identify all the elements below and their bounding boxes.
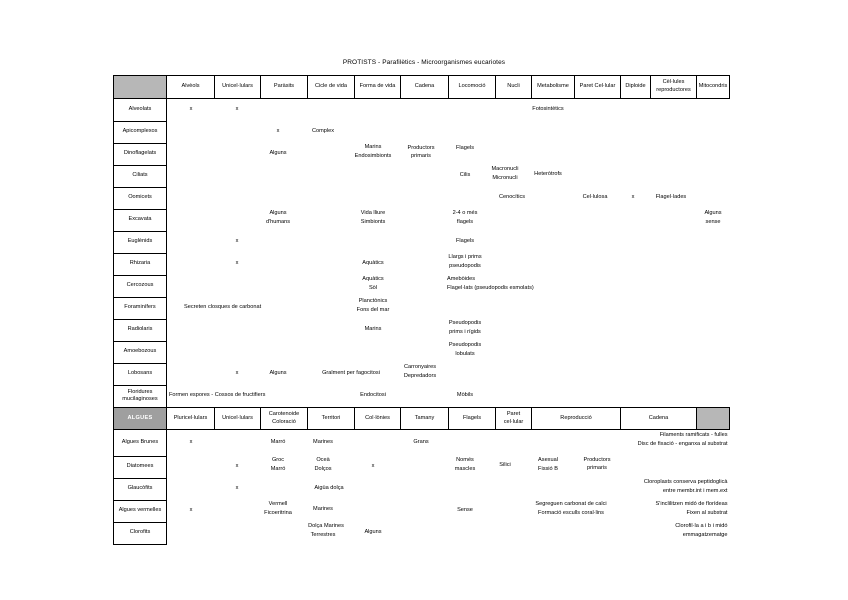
- table-row: [114, 363, 730, 385]
- cell-value: Filaments ramificats - fulles: [659, 432, 728, 438]
- col-header: Nucli: [496, 76, 532, 99]
- cell-value: Disc de fixació - enganxa al substrat: [637, 441, 728, 447]
- cell-value: Planctònics: [358, 298, 388, 304]
- table-row: [114, 99, 730, 122]
- col-header: Territori: [308, 408, 355, 430]
- cell-value: Marins: [364, 144, 382, 150]
- col-header: Pluricel·lulars: [167, 408, 215, 430]
- cell-value: x: [235, 370, 239, 376]
- table-row: [114, 231, 730, 253]
- col-header: Flagels: [449, 408, 496, 430]
- cell-value: Sòl: [368, 285, 378, 291]
- cell-value: Productors primaris: [583, 457, 611, 471]
- cell-value: 2-4 o més: [452, 210, 478, 216]
- cell-value: Fixen al substrat: [686, 510, 728, 516]
- table-row: [114, 253, 730, 275]
- cell-value: Cel·lulosa: [582, 194, 608, 200]
- cell-value: x: [235, 238, 239, 244]
- cell-value: Llargs i prims: [448, 254, 482, 260]
- cell-value: Carronyaires: [403, 364, 437, 370]
- cell-value: mascles: [454, 466, 476, 472]
- corner-cell: [114, 76, 167, 99]
- cell-value: x: [235, 260, 239, 266]
- col-header: Unicel·lulars: [215, 408, 261, 430]
- table-row: [114, 522, 730, 544]
- col-header: Mitocondris: [697, 76, 730, 99]
- cell-value: entre membr.int i mem.ext: [662, 488, 728, 494]
- cell-value: emmagatzematge: [682, 532, 728, 538]
- col-header: Forma de vida: [355, 76, 401, 99]
- col-header: Tamany: [401, 408, 449, 430]
- cell-value: Marins: [364, 326, 382, 332]
- table-row: [114, 341, 730, 363]
- cell-value: x: [189, 106, 193, 112]
- cell-value: x: [631, 194, 635, 200]
- row-label: Algues Brunes: [114, 430, 167, 457]
- cell-value: Flagels: [455, 238, 475, 244]
- cell-value: Heteròtrofs: [534, 171, 562, 177]
- row-label: Oomicets: [114, 187, 167, 209]
- cell-value: Només: [456, 457, 474, 463]
- row-label: Amoebozous: [114, 341, 167, 363]
- cell-value: Aquàtics: [362, 260, 384, 266]
- cell-value: S'inclilitzen midó de florídeas: [655, 501, 728, 507]
- cell-value: Fons del mar: [356, 307, 390, 313]
- cell-value: lobulats: [455, 351, 475, 357]
- cell-value: Mòbils: [456, 392, 474, 398]
- cell-value: Formació esculls coral·lins: [538, 510, 604, 516]
- cell-value: flagels: [456, 219, 474, 225]
- col-header: Cadena: [401, 76, 449, 99]
- cell-value: Fotosintètics: [532, 106, 564, 112]
- col-header: Reproducció: [532, 408, 621, 430]
- row-label: Dinoflagelats: [114, 143, 167, 165]
- table-row: [114, 385, 730, 408]
- cell-value: Secreten closques de carbonat: [184, 304, 262, 310]
- cell-value: prims i rígids: [449, 329, 481, 335]
- cell-value: Groc: [271, 457, 285, 463]
- cell-value: Dolça Marines: [308, 523, 344, 529]
- protists-table: [113, 75, 730, 545]
- cell-value: x: [371, 463, 375, 469]
- table-row: [114, 143, 730, 165]
- cell-value: Endosimbionts: [354, 153, 392, 159]
- table-row: [114, 275, 730, 297]
- cell-value: Cilis: [459, 172, 471, 178]
- row-label: Euglènids: [114, 231, 167, 253]
- col-header: Col·lònies: [355, 408, 401, 430]
- cell-value: Silici: [499, 462, 511, 468]
- col-header: Metabolisme: [532, 76, 575, 99]
- row-label: Ciliats: [114, 165, 167, 187]
- cell-value: x: [235, 106, 239, 112]
- cell-value: d'humans: [265, 219, 291, 225]
- row-label: Floridures mucilaginoses: [114, 385, 167, 408]
- cell-value: Productors primaris: [407, 145, 435, 159]
- cell-value: Flagel·lats (pseudopodis esmolats): [447, 285, 534, 291]
- table-row: [114, 297, 730, 319]
- algues-label: ALGUES: [114, 408, 167, 430]
- cell-value: Pseudopodis: [448, 342, 482, 348]
- table-row: [114, 500, 730, 522]
- cell-value: Complex: [311, 128, 335, 134]
- cell-value: Sense: [457, 507, 473, 513]
- cell-value: x: [235, 463, 239, 469]
- cell-value: sense: [705, 219, 721, 225]
- cell-value: Alguns: [269, 210, 287, 216]
- col-header: Diploide: [621, 76, 651, 99]
- cell-value: Asexual: [538, 457, 558, 463]
- cell-value: Depredadors: [403, 373, 437, 379]
- cell-value: Endocitosi: [360, 392, 386, 398]
- table-row: [114, 456, 730, 478]
- cell-value: Macronucli: [491, 166, 519, 172]
- col-header: Paret cel·lular: [496, 408, 532, 430]
- col-header: Cadena: [621, 408, 697, 430]
- cell-value: x: [276, 128, 280, 134]
- row-label: Rhizaria: [114, 253, 167, 275]
- table-row: [114, 209, 730, 231]
- col-header: Carotenoide Coloració: [261, 408, 308, 430]
- cell-value: Cenocítics: [498, 194, 526, 200]
- cell-value: Flagel·lades: [655, 194, 687, 200]
- row-label: Algues vermelles: [114, 500, 167, 522]
- cell-value: Vermell: [268, 501, 288, 507]
- cell-value: Aquàtics: [362, 276, 384, 282]
- cell-value: Segreguen carbonat de calci: [535, 501, 607, 507]
- cell-value: Fissió B: [538, 466, 558, 472]
- table-row: [114, 430, 730, 457]
- row-label: Excavata: [114, 209, 167, 231]
- col-header: Cèl·lules reproductores: [651, 76, 697, 99]
- cell-value: Amebòides: [447, 276, 475, 282]
- row-label: Diatomees: [114, 456, 167, 478]
- cell-value: x: [235, 485, 239, 491]
- cell-value: Alguns: [269, 370, 287, 376]
- algues-header-row: [114, 408, 730, 430]
- cell-value: Clorofil·la a i b i midó: [675, 523, 728, 529]
- cell-value: Gralment per fagocitosi: [322, 370, 380, 376]
- cell-value: Oceà: [316, 457, 330, 463]
- row-label: Apicomplexos: [114, 121, 167, 143]
- col-header: Locomoció: [449, 76, 496, 99]
- table-row: [114, 121, 730, 143]
- cell-value: Terrestres: [310, 532, 336, 538]
- col-header: Alvèols: [167, 76, 215, 99]
- row-label: Clorofits: [114, 522, 167, 544]
- cell-value: x: [189, 507, 193, 513]
- row-label: Alveolats: [114, 99, 167, 122]
- col-header: Unicel·lulars: [215, 76, 261, 99]
- header-row: [114, 76, 730, 99]
- cell-value: Flagels: [455, 145, 475, 151]
- table-row: [114, 319, 730, 341]
- cell-value: Marró: [270, 466, 286, 472]
- cell-value: Simbionts: [360, 219, 386, 225]
- table-row: [114, 187, 730, 209]
- row-label: Glaucòfits: [114, 478, 167, 500]
- page-title: PROTISTS - Parafilètics - Microorganismes eucariotes: [342, 59, 506, 66]
- cell-value: Vida lliure: [360, 210, 386, 216]
- cell-value: Pseudopodis: [448, 320, 482, 326]
- cell-value: pseudopodis: [449, 263, 481, 269]
- cell-value: Formen espores - Cossos de fructifiers: [169, 392, 266, 398]
- cell-value: Ficoeritrina: [264, 510, 292, 516]
- row-label: Cercozous: [114, 275, 167, 297]
- table-row: [114, 478, 730, 500]
- cell-value: Dolços: [314, 466, 332, 472]
- filler-cell: [697, 408, 730, 430]
- table-row: [114, 165, 730, 187]
- cell-value: Alguns: [364, 529, 382, 535]
- cell-value: Marines: [313, 439, 333, 445]
- cell-value: Grans: [413, 439, 429, 445]
- row-label: Foraminífers: [114, 297, 167, 319]
- cell-value: Alguns: [704, 210, 722, 216]
- cell-value: x: [189, 439, 193, 445]
- col-header: Paràsits: [261, 76, 308, 99]
- cell-value: Cloroplasts conserva peptidoglicà: [643, 479, 728, 485]
- cell-value: Micronucli: [492, 175, 518, 181]
- cell-value: Marines: [313, 506, 333, 512]
- row-label: Radiolaris: [114, 319, 167, 341]
- cell-value: Alguns: [269, 150, 287, 156]
- cell-value: Aigüa dolça: [314, 485, 344, 491]
- col-header: Paret Cel·lular: [575, 76, 621, 99]
- row-label: Lobosans: [114, 363, 167, 385]
- cell-value: Marró: [270, 439, 286, 445]
- col-header: Cicle de vida: [308, 76, 355, 99]
